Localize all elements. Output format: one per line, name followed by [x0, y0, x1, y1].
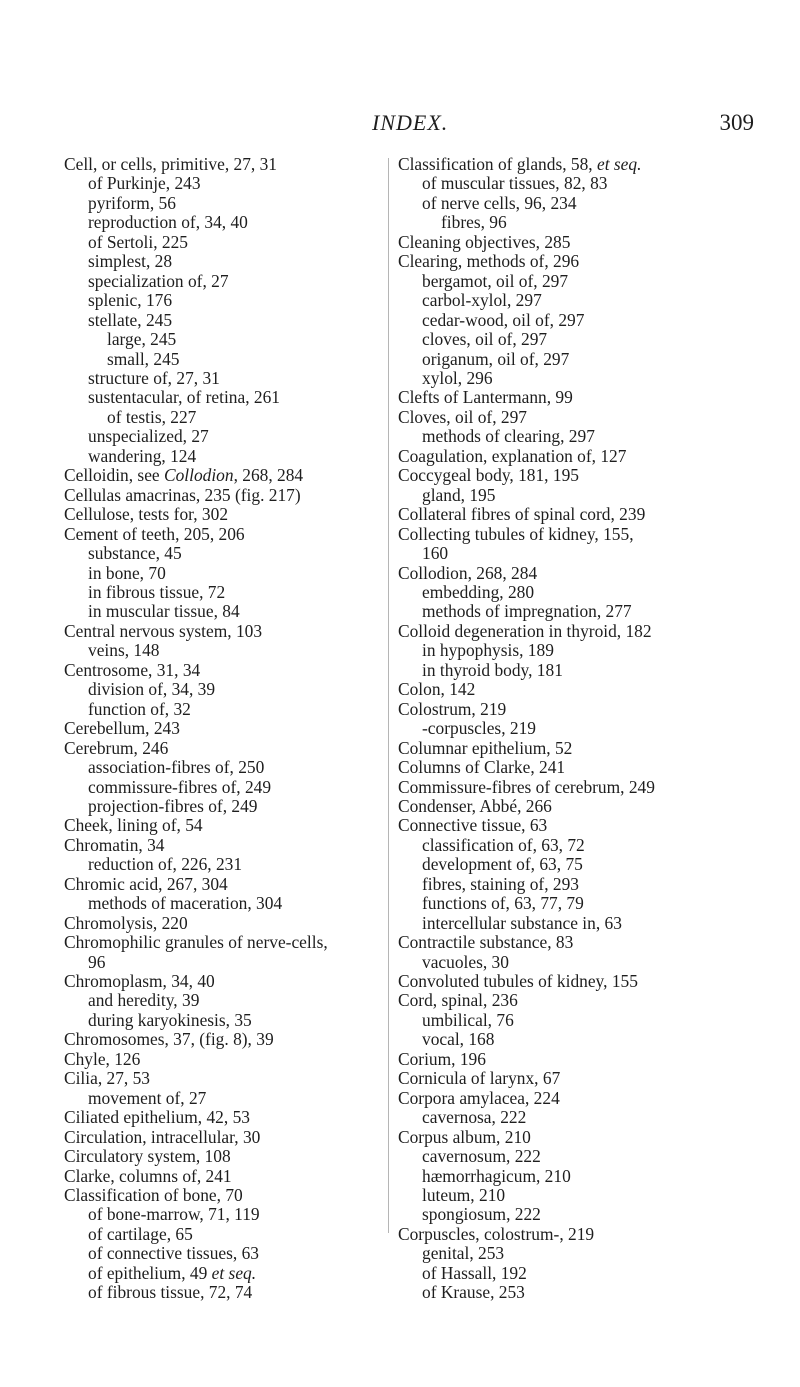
index-entry [398, 1128, 768, 1147]
index-entry-text: fibres, 96 [441, 212, 507, 233]
index-entry-text: stellate, 245 [88, 309, 173, 330]
index-entry-text: of nerve cells, 96, 234 [422, 192, 577, 213]
index-entry-text: Coccygeal body, 181, 195 [398, 465, 579, 486]
index-entry-text: Cellulas amacrinas, 235 (fig. 217) [64, 484, 301, 505]
index-entry-text: gland, 195 [422, 484, 496, 505]
index-entry [398, 758, 768, 777]
index-entry [398, 311, 768, 330]
index-entry [398, 1186, 768, 1205]
index-entry-text: Corpus album, 210 [398, 1126, 531, 1147]
index-entry [64, 719, 386, 738]
index-entry-text: during karyokinesis, 35 [88, 1009, 252, 1030]
index-entry-text: Collecting tubules of kidney, 155, [398, 523, 634, 544]
index-entry [398, 291, 768, 310]
index-entry-text: fibres, staining of, 293 [422, 873, 579, 894]
index-entry-text: Colon, 142 [398, 679, 476, 700]
index-entry-text: large, 245 [107, 329, 177, 350]
index-entry-text: sustentacular, of retina, 261 [88, 387, 280, 408]
index-entry [398, 252, 768, 271]
index-entry [398, 1050, 768, 1069]
index-entry-text: specialization of, 27 [88, 270, 229, 291]
index-entry [398, 719, 768, 738]
index-entry-text: spongiosum, 222 [422, 1204, 541, 1225]
index-entry-italic: et seq. [211, 1262, 257, 1283]
index-entry [398, 174, 768, 193]
index-entry-text: carbol-xylol, 297 [422, 290, 542, 311]
index-entry [64, 602, 386, 621]
index-entry-text: cedar-wood, oil of, 297 [422, 309, 585, 330]
index-entry [398, 953, 768, 972]
index-entry [64, 914, 386, 933]
index-entry [64, 933, 386, 952]
index-entry-text: Cerebellum, 243 [64, 718, 180, 739]
index-entry [398, 583, 768, 602]
index-entry [64, 855, 386, 874]
index-entry [64, 388, 386, 407]
index-entry [398, 680, 768, 699]
index-entry-text: Condenser, Abbé, 266 [398, 795, 552, 816]
index-entry-text: Convoluted tubules of kidney, 155 [398, 971, 638, 992]
index-entry-text: wandering, 124 [88, 445, 197, 466]
index-entry [64, 330, 386, 349]
index-entry-text: Celloidin, see [64, 465, 164, 486]
index-entry [64, 174, 386, 193]
index-entry [398, 855, 768, 874]
index-entry [64, 739, 386, 758]
index-entry [64, 894, 386, 913]
index-entry [398, 778, 768, 797]
index-entry [64, 836, 386, 855]
index-entry-text: Chyle, 126 [64, 1048, 141, 1069]
index-entry [64, 544, 386, 563]
index-entry [64, 700, 386, 719]
index-entry [398, 1069, 768, 1088]
index-entry-text: Clearing, methods of, 296 [398, 251, 580, 272]
index-entry-text: Classification of glands, 58, [398, 154, 597, 174]
index-entry-text: Colloid degeneration in thyroid, 182 [398, 620, 652, 641]
index-entry-text: classification of, 63, 72 [422, 834, 585, 855]
index-entry [64, 1089, 386, 1108]
index-entry [398, 991, 768, 1010]
index-entry [398, 1167, 768, 1186]
index-entry [398, 155, 768, 174]
index-entry [64, 991, 386, 1010]
index-entry-text: unspecialized, 27 [88, 426, 209, 447]
index-entry-text: Chromosomes, 37, (fig. 8), 39 [64, 1029, 274, 1050]
index-entry-text: Cord, spinal, 236 [398, 990, 518, 1011]
index-entry-text: Contractile substance, 83 [398, 932, 574, 953]
index-entry [398, 661, 768, 680]
index-entry [398, 525, 768, 544]
index-entry [64, 233, 386, 252]
index-column-right [398, 155, 768, 1303]
index-entry-text: 96 [88, 951, 106, 972]
index-entry [398, 369, 768, 388]
index-entry [398, 272, 768, 291]
index-entry [398, 700, 768, 719]
index-entry [398, 213, 768, 232]
index-entry [64, 1205, 386, 1224]
index-entry [64, 953, 386, 972]
index-entry [64, 622, 386, 641]
index-entry [398, 194, 768, 213]
index-entry [64, 1147, 386, 1166]
index-entry-text: functions of, 63, 77, 79 [422, 893, 584, 914]
index-entry-text: Chromatin, 34 [64, 834, 165, 855]
index-entry-text: of cartilage, 65 [88, 1223, 193, 1244]
index-entry [64, 972, 386, 991]
index-entry [398, 1264, 768, 1283]
index-entry [64, 272, 386, 291]
index-entry-text: Cement of teeth, 205, 206 [64, 523, 245, 544]
index-entry-text: of Hassall, 192 [422, 1262, 527, 1283]
index-entry [398, 797, 768, 816]
index-entry-text: of testis, 227 [107, 406, 197, 427]
index-entry [64, 1128, 386, 1147]
index-entry-text: Cerebrum, 246 [64, 737, 169, 758]
index-entry-text: Cilia, 27, 53 [64, 1068, 150, 1089]
index-entry-text: Cornicula of larynx, 67 [398, 1068, 561, 1089]
index-entry-text: Colostrum, 219 [398, 698, 507, 719]
index-entry-text: genital, 253 [422, 1243, 505, 1264]
index-entry-text: in hypophysis, 189 [422, 640, 554, 661]
index-entry-text: Chromophilic granules of nerve-cells, [64, 932, 328, 953]
index-entry [398, 602, 768, 621]
index-entry [398, 330, 768, 349]
index-entry [398, 1108, 768, 1127]
index-entry-text: reduction of, 226, 231 [88, 854, 243, 875]
index-entry [64, 797, 386, 816]
index-entry-text: methods of clearing, 297 [422, 426, 595, 447]
index-entry-text: Coagulation, explanation of, 127 [398, 445, 627, 466]
index-entry-text: Connective tissue, 63 [398, 815, 548, 836]
index-entry-text: bergamot, oil of, 297 [422, 270, 569, 291]
index-entry-text: vacuoles, 30 [422, 951, 509, 972]
index-entry-text: Clarke, columns of, 241 [64, 1165, 232, 1186]
index-entry-text: Cell, or cells, primitive, 27, 31 [64, 154, 278, 174]
index-entry [64, 641, 386, 660]
index-entry-text: simplest, 28 [88, 251, 173, 272]
index-entry [398, 914, 768, 933]
index-entry-text: of epithelium, 49 [88, 1262, 212, 1283]
index-entry [398, 1283, 768, 1302]
index-entry-text: origanum, oil of, 297 [422, 348, 570, 369]
index-entry-text: small, 245 [107, 348, 180, 369]
index-entry-text: embedding, 280 [422, 581, 535, 602]
index-entry-text: of bone-marrow, 71, 119 [88, 1204, 260, 1225]
index-entry [64, 291, 386, 310]
index-entry [64, 1264, 386, 1283]
index-entry [398, 836, 768, 855]
index-entry-text: Cellulose, tests for, 302 [64, 504, 229, 525]
index-entry [398, 933, 768, 952]
index-entry [64, 155, 386, 174]
index-entry [398, 972, 768, 991]
index-entry [398, 1225, 768, 1244]
index-entry-text: association-fibres of, 250 [88, 757, 265, 778]
index-entry [398, 1147, 768, 1166]
index-entry-text: cavernosum, 222 [422, 1146, 541, 1167]
index-entry-text: Corpora amylacea, 224 [398, 1087, 560, 1108]
index-entry [398, 427, 768, 446]
index-entry [64, 311, 386, 330]
index-entry [64, 1283, 386, 1302]
index-entry-text: Cleaning objectives, 285 [398, 231, 571, 252]
index-entry [64, 680, 386, 699]
index-entry-text: of muscular tissues, 82, 83 [422, 173, 608, 194]
index-entry-text: xylol, 296 [422, 367, 493, 388]
index-entry [64, 427, 386, 446]
index-entry [64, 525, 386, 544]
index-entry [398, 447, 768, 466]
index-entry [398, 350, 768, 369]
index-entry-text: Cheek, lining of, 54 [64, 815, 203, 836]
index-entry-text: movement of, 27 [88, 1087, 207, 1108]
index-entry [64, 350, 386, 369]
index-entry [64, 1225, 386, 1244]
page-header [0, 110, 800, 140]
index-entry-text-after: , 268, 284 [233, 465, 304, 486]
index-entry-text: hæmorrhagicum, 210 [422, 1165, 571, 1186]
index-entry-text: Chromic acid, 267, 304 [64, 873, 228, 894]
index-entry [64, 252, 386, 271]
index-entry [64, 369, 386, 388]
index-entry [398, 1205, 768, 1224]
index-entry-text: luteum, 210 [422, 1185, 506, 1206]
index-entry [398, 408, 768, 427]
index-entry [64, 1186, 386, 1205]
index-entry [64, 1244, 386, 1263]
index-entry [398, 875, 768, 894]
index-entry [398, 1089, 768, 1108]
index-entry [64, 778, 386, 797]
index-entry-text: Classification of bone, 70 [64, 1185, 243, 1206]
index-entry [64, 505, 386, 524]
page-number: 309 [719, 110, 754, 135]
index-entry [64, 875, 386, 894]
index-entry-text: of Krause, 253 [422, 1282, 525, 1303]
index-entry-text: in bone, 70 [88, 562, 166, 583]
index-entry [398, 505, 768, 524]
index-entry-text: cavernosa, 222 [422, 1107, 527, 1128]
index-entry-text: Columnar epithelium, 52 [398, 737, 573, 758]
index-entry [398, 894, 768, 913]
index-entry [398, 544, 768, 563]
index-entry [398, 466, 768, 485]
index-entry [398, 739, 768, 758]
index-entry-text: umbilical, 76 [422, 1009, 514, 1030]
index-entry [64, 447, 386, 466]
index-entry-text: Circulatory system, 108 [64, 1146, 231, 1167]
index-entry [64, 661, 386, 680]
index-entry-text: of Purkinje, 243 [88, 173, 201, 194]
index-entry-text: in thyroid body, 181 [422, 659, 563, 680]
index-entry-text: Cloves, oil of, 297 [398, 406, 527, 427]
index-entry [64, 1050, 386, 1069]
index-entry [64, 408, 386, 427]
index-entry-text: of fibrous tissue, 72, 74 [88, 1282, 253, 1303]
index-entry [64, 486, 386, 505]
index-entry [64, 1011, 386, 1030]
index-entry-text: Corium, 196 [398, 1048, 486, 1069]
index-entry-text: splenic, 176 [88, 290, 173, 311]
index-entry-text: structure of, 27, 31 [88, 367, 220, 388]
index-entry-text: of Sertoli, 225 [88, 231, 188, 252]
index-entry-text: Centrosome, 31, 34 [64, 659, 201, 680]
index-entry [64, 583, 386, 602]
index-entry [64, 213, 386, 232]
index-entry-text: in fibrous tissue, 72 [88, 581, 226, 602]
index-entry [398, 1030, 768, 1049]
index-entry-text: division of, 34, 39 [88, 679, 216, 700]
index-entry [398, 486, 768, 505]
index-entry-italic: et seq. [597, 154, 642, 174]
index-entry [398, 1244, 768, 1263]
index-entry-text: of connective tissues, 63 [88, 1243, 259, 1264]
index-entry [64, 1030, 386, 1049]
index-entry-text: Ciliated epithelium, 42, 53 [64, 1107, 250, 1128]
index-entry [398, 1011, 768, 1030]
index-entry-text: substance, 45 [88, 543, 182, 564]
column-divider [388, 158, 389, 1233]
index-entry-text: Columns of Clarke, 241 [398, 757, 566, 778]
index-entry-text: cloves, oil of, 297 [422, 329, 548, 350]
index-entry [398, 564, 768, 583]
index-entry-text: methods of impregnation, 277 [422, 601, 632, 622]
index-entry [398, 388, 768, 407]
index-entry [398, 641, 768, 660]
index-entry [64, 1069, 386, 1088]
index-entry-text: Corpuscles, colostrum-, 219 [398, 1223, 595, 1244]
index-entry-text: commissure-fibres of, 249 [88, 776, 272, 797]
index-entry [64, 564, 386, 583]
index-entry-text: reproduction of, 34, 40 [88, 212, 248, 233]
index-entry-text: Clefts of Lantermann, 99 [398, 387, 573, 408]
index-entry-text: -corpuscles, 219 [422, 718, 536, 739]
index-entry-text: 160 [422, 543, 449, 564]
index-entry-text: Chromoplasm, 34, 40 [64, 971, 215, 992]
index-entry [64, 194, 386, 213]
index-entry [398, 622, 768, 641]
index-entry-text: projection-fibres of, 249 [88, 795, 258, 816]
index-entry-text: Central nervous system, 103 [64, 620, 263, 641]
index-entry-text: intercellular substance in, 63 [422, 912, 622, 933]
index-entry-text: Collodion, 268, 284 [398, 562, 538, 583]
index-entry-text: development of, 63, 75 [422, 854, 583, 875]
index-entry-text: pyriform, 56 [88, 192, 176, 213]
index-entry-text: in muscular tissue, 84 [88, 601, 240, 622]
index-entry-italic: Collodion [163, 465, 234, 486]
page-title: INDEX. [372, 110, 449, 135]
index-entry-text: methods of maceration, 304 [88, 893, 283, 914]
index-entry [64, 816, 386, 835]
index-entry-text: Collateral fibres of spinal cord, 239 [398, 504, 646, 525]
index-entry [64, 466, 386, 485]
index-entry [64, 758, 386, 777]
index-column-left [64, 155, 386, 1303]
index-entry-text: function of, 32 [88, 698, 191, 719]
index-entry-text: Circulation, intracellular, 30 [64, 1126, 261, 1147]
index-entry [64, 1167, 386, 1186]
index-entry [398, 816, 768, 835]
index-entry-text: vocal, 168 [422, 1029, 495, 1050]
index-entry-text: Commissure-fibres of cerebrum, 249 [398, 776, 655, 797]
index-entry [398, 233, 768, 252]
index-entry-text: and heredity, 39 [88, 990, 200, 1011]
index-entry-text: veins, 148 [88, 640, 160, 661]
index-entry-text: Chromolysis, 220 [64, 912, 188, 933]
index-entry [64, 1108, 386, 1127]
